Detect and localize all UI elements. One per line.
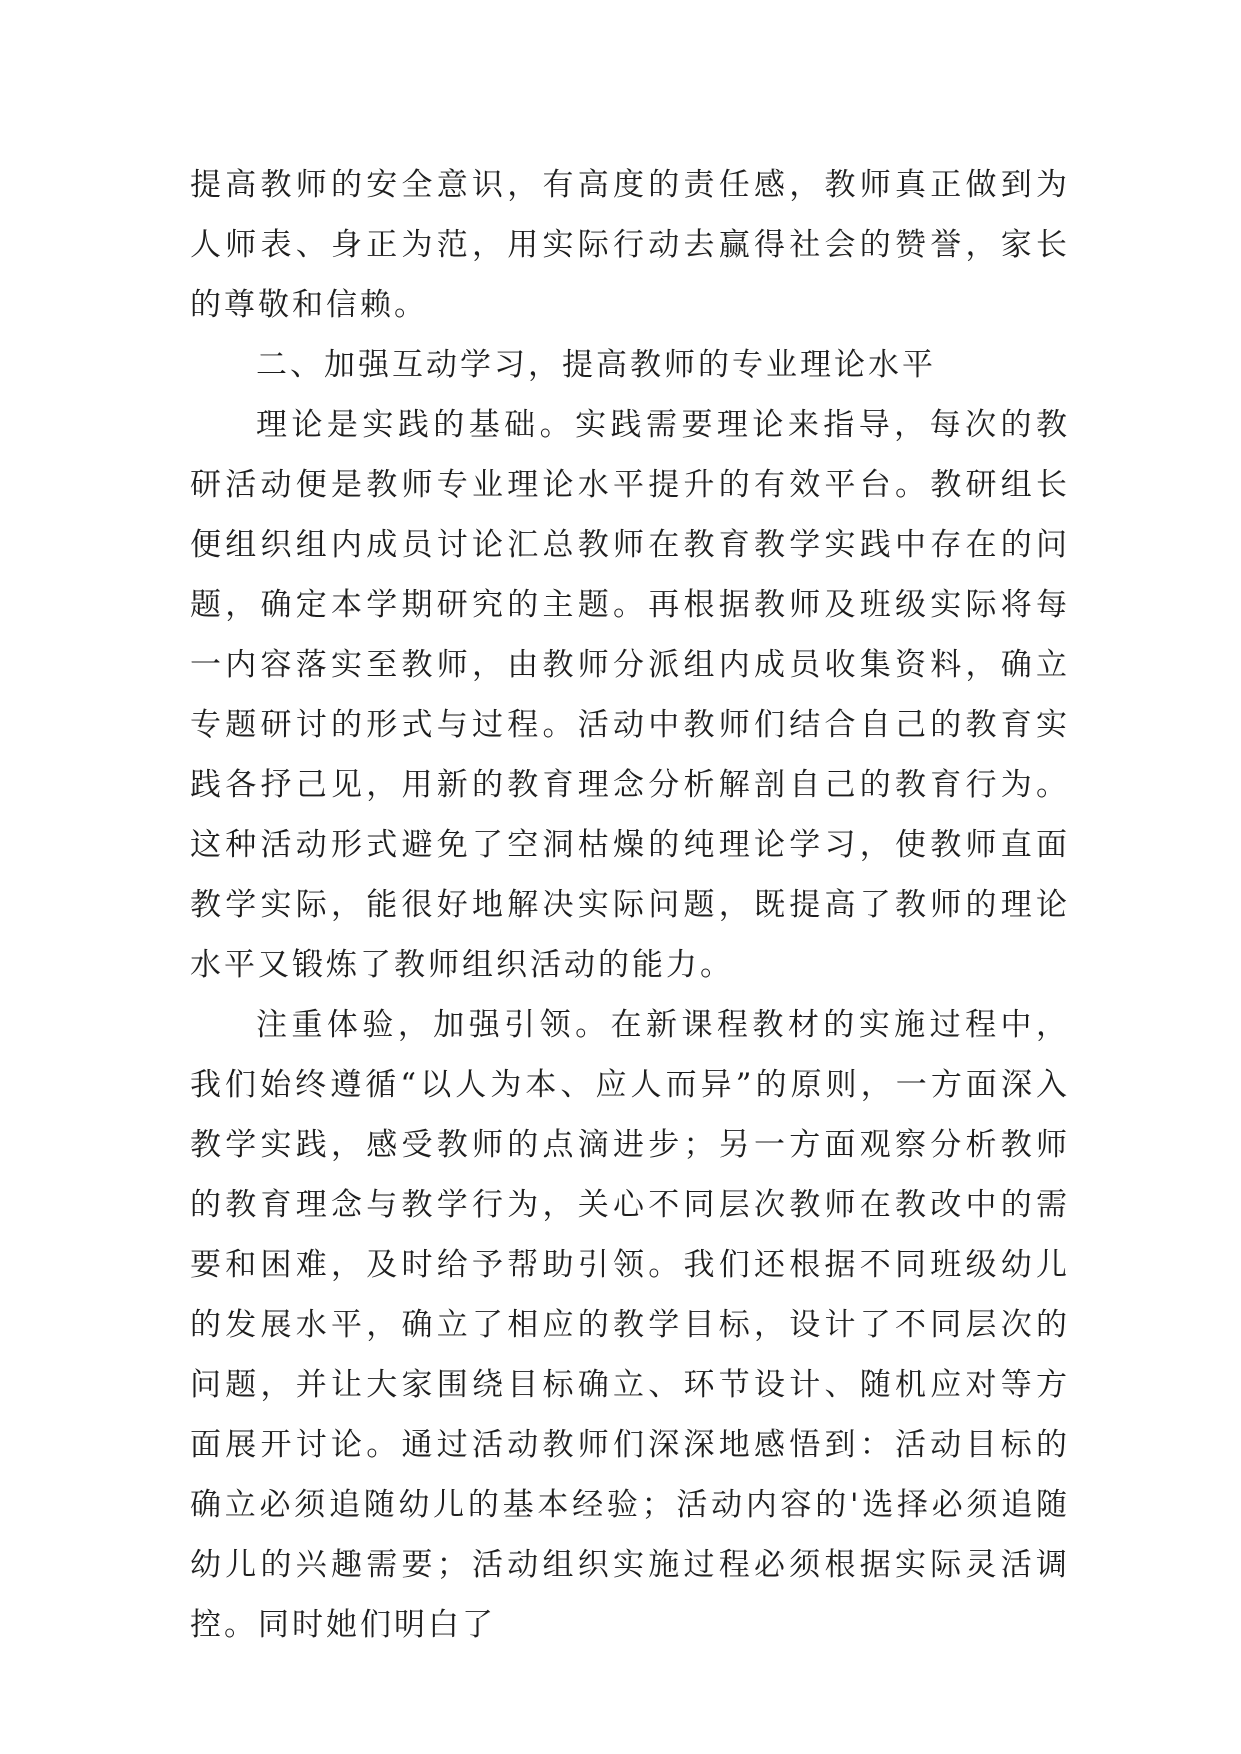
- paragraph-continuation: 提高教师的安全意识，有高度的责任感，教师真正做到为人师表、身正为范，用实际行动去赢得社会的赞誉，家长的尊敬和信赖。: [190, 167, 1070, 323]
- section-heading: 二、加强互动学习，提高教师的专业理论水平: [256, 347, 936, 383]
- paragraph-experience: 注重体验，加强引领。在新课程教材的实施过程中，我们始终遵循“以人为本、应人而异”的原则，一方面深入教学实践，感受教师的点滴进步；另一方面观察分析教师的教育理念与教学行为，关心不同层次教师在教改中的需要和困难，及时给予帮助引领。我们还根据不同班级幼儿的发展水平，确立了相应的教学目标，设计了不同层次的问题，并让大家围绕目标确立、环节设计、随机应对等方面展开讨论。通过活动教师们深深地感悟到：活动目标的确立必须追随幼儿的基本经验；活动内容的'选择必须追随幼儿的兴趣需要；活动组织实施过程必须根据实际灵活调控。同时她们明白了: [190, 1007, 1070, 1643]
- paragraph-theory: 理论是实践的基础。实践需要理论来指导，每次的教研活动便是教师专业理论水平提升的有效平台。教研组长便组织组内成员讨论汇总教师在教育教学实践中存在的问题，确定本学期研究的主题。再根据教师及班级实际将每一内容落实至教师，由教师分派组内成员收集资料，确立专题研讨的形式与过程。活动中教师们结合自己的教育实践各抒己见，用新的教育理念分析解剖自己的教育行为。这种活动形式避免了空洞枯燥的纯理论学习，使教师直面教学实际，能很好地解决实际问题，既提高了教师的理论水平又锻炼了教师组织活动的能力。: [190, 407, 1070, 983]
- document-body: [190, 155, 1070, 1655]
